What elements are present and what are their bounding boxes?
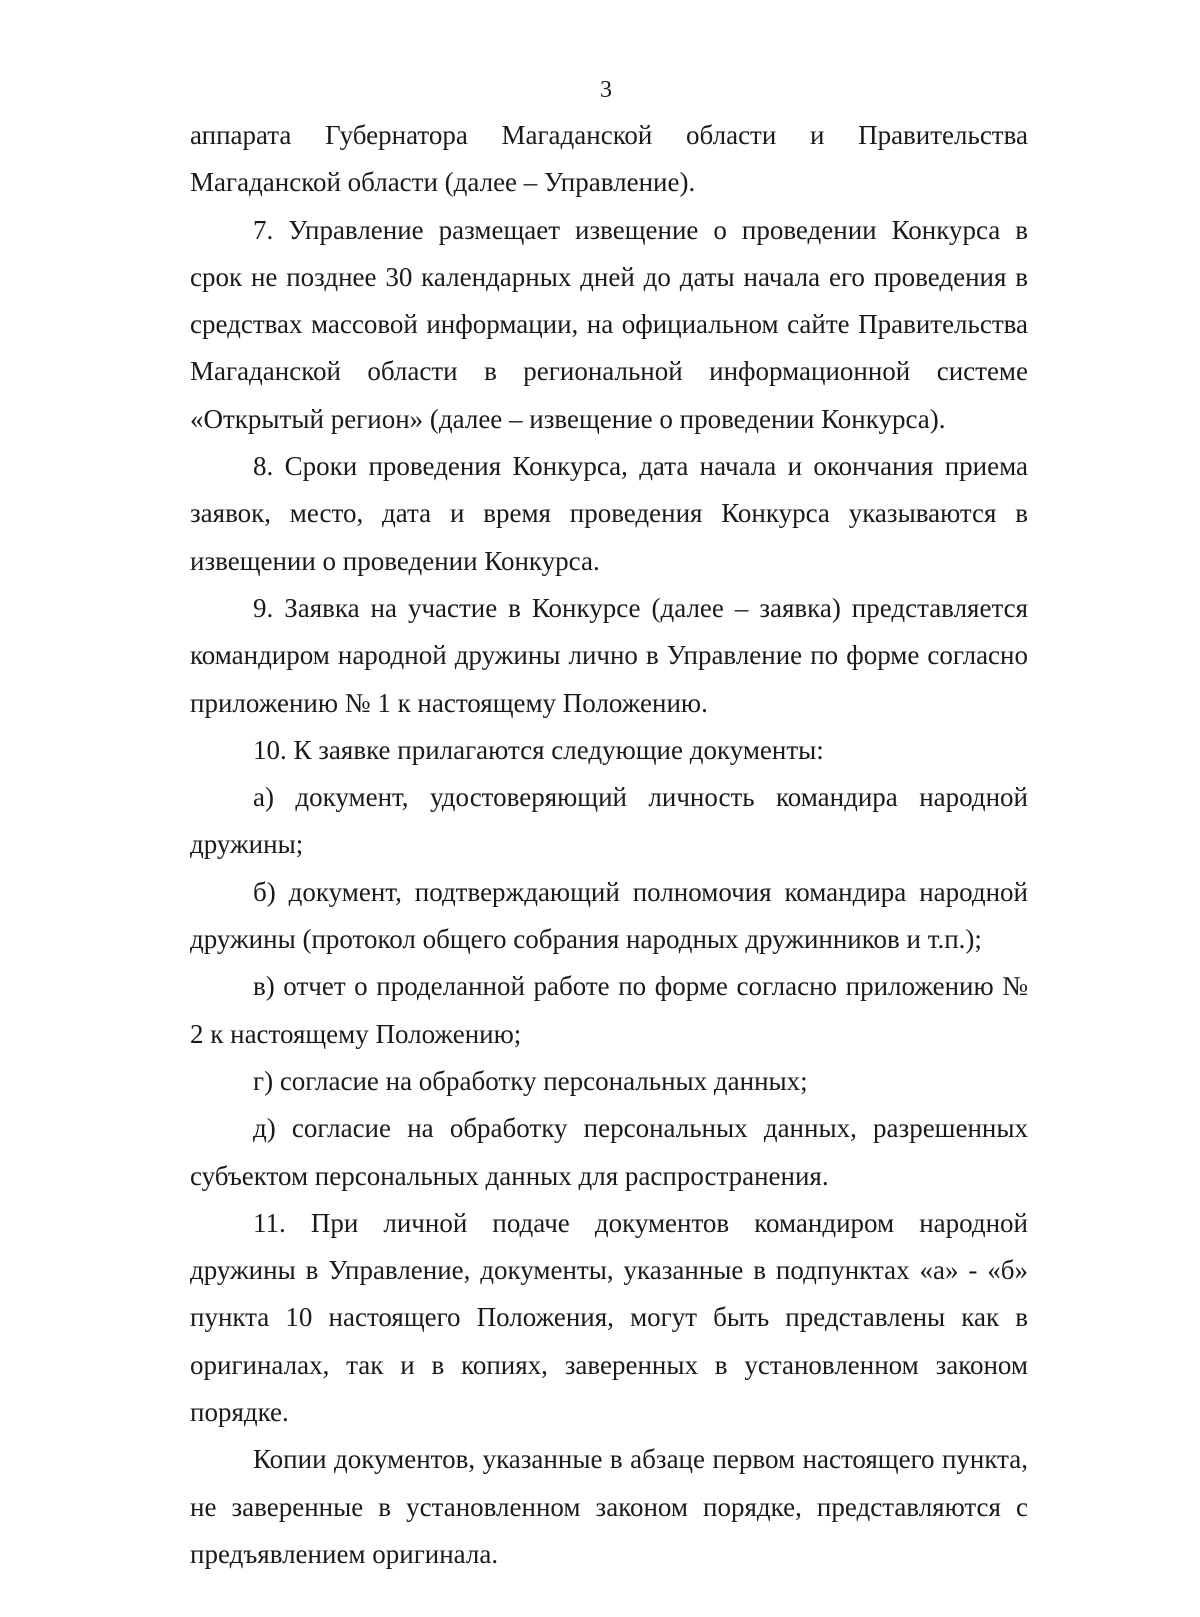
document-body: [190, 112, 1028, 1578]
subitem-b: б) документ, подтверждающий полномочия командира народной дружины (протокол общего собрания народных дружинников и т.п.);: [190, 876, 1028, 955]
paragraph-10: 10. К заявке прилагаются следующие документы:: [253, 734, 824, 765]
paragraph-11-part-2: Копии документов, указанные в абзаце первом настоящего пункта, не заверенные в установленном законом порядке, представляются с предъявлением оригинала.: [190, 1444, 1028, 1569]
paragraph-8: 8. Сроки проведения Конкурса, дата начала и окончания приема заявок, место, дата и время проведения Конкурса указываются в извещении о проведении Конкурса.: [190, 451, 1028, 576]
paragraph-9: 9. Заявка на участие в Конкурсе (далее – заявка) представляется командиром народной дружины лично в Управление по форме согласно приложению № 1 к настоящему Положению.: [190, 592, 1028, 718]
subitem-g: г) согласие на обработку персональных данных;: [253, 1065, 808, 1096]
subitem-a: а) документ, удостоверяющий личность командира народной дружины;: [190, 782, 1028, 860]
subitem-v: в) отчет о проделанной работе по форме согласно приложению № 2 к настоящему Положению;: [190, 971, 1028, 1049]
subitem-d: д) согласие на обработку персональных данных, разрешенных субъектом персональных данных для распространения.: [190, 1113, 1028, 1191]
paragraph-11: 11. При личной подаче документов командиром народной дружины в Управление, документы, указанные в подпунктах «а» - «б» пункта 10 настоящего Положения, могут быть представлены как в оригиналах, так и в копиях, заверенных в установленном законом порядке.: [190, 1207, 1028, 1428]
page-number: 3: [600, 77, 612, 103]
paragraph-7: 7. Управление размещает извещение о проведении Конкурса в срок не позднее 30 календарных дней до даты начала его проведения в средствах массовой информации, на официальном сайте Правительства Магаданской области в региональной информационной системе «Открытый регион» (далее – извещение о проведении Конкурса).: [190, 214, 1028, 434]
paragraph-continuation: аппарата Губернатора Магаданской области и Правительства Магаданской области (далее – Управление).: [190, 120, 1028, 198]
